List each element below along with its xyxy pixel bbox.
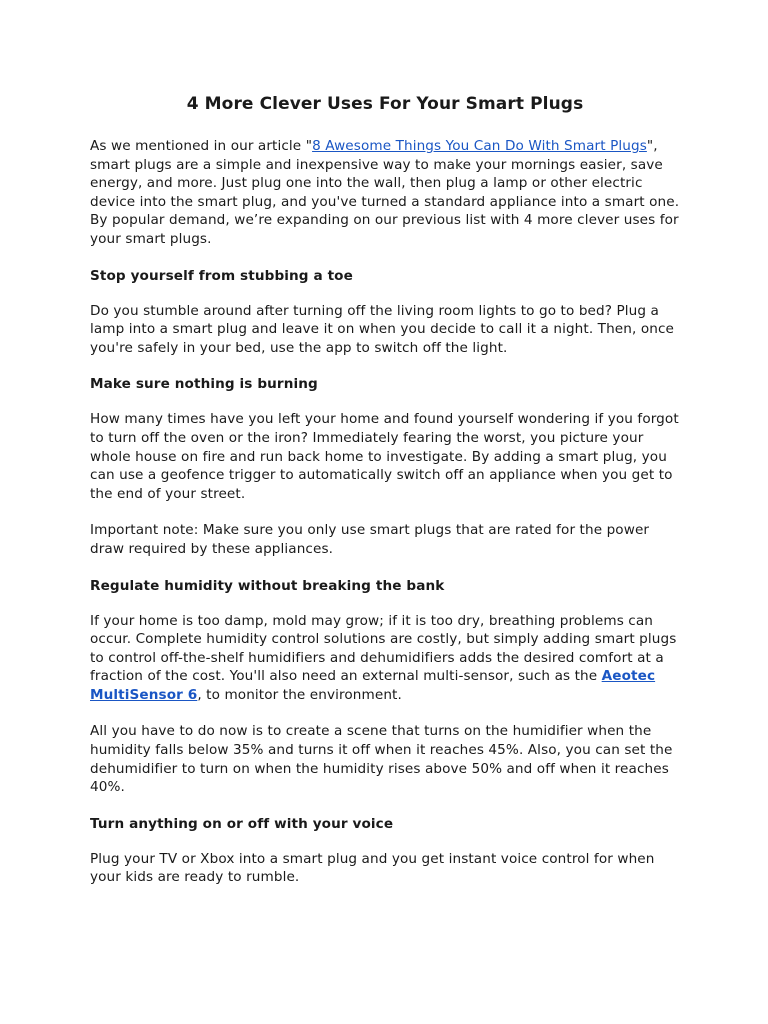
article-link[interactable]: 8 Awesome Things You Can Do With Smart Plugs: [312, 138, 647, 154]
section-heading-humidity: Regulate humidity without breaking the bank: [90, 577, 445, 594]
section-humidity-paragraph: [90, 612, 680, 705]
section-heading-toe: Stop yourself from stubbing a toe: [90, 267, 353, 284]
section-toe-paragraph: Do you stumble around after turning off the living room lights to go to bed? Plug a lamp into a smart plug and leave it on when you decide to call it a night. Then, once you're safely in your bed, use the app to switch off the light.: [90, 302, 674, 356]
intro-text-before: As we mentioned in our article ": [90, 138, 313, 154]
intro-text-after: ", smart plugs are a simple and inexpensive way to make your mornings easier, save energy, and more. Just plug one into the wall, then plug a lamp or other electric device into the smart plug, and you've turned a standard appliance into a smart one. By popular demand, we’re expanding on our previous list with 4 more clever uses for your smart plugs.: [90, 138, 680, 247]
section-voice-paragraph: Plug your TV or Xbox into a smart plug and you get instant voice control for when your kids are ready to rumble.: [90, 850, 655, 886]
section-heading-burning: Make sure nothing is burning: [90, 376, 318, 393]
humidity-text-after: , to monitor the environment.: [197, 686, 402, 703]
document-page: [90, 92, 680, 905]
section-burning-paragraph: How many times have you left your home and found yourself wondering if you forgot to turn off the oven or the iron? Immediately fearing the worst, you picture your whole house on fire and run back home to investigate. By adding a smart plug, you can use a geofence trigger to automatically switch off an appliance when you get to the end of your street.: [90, 411, 679, 502]
intro-paragraph: [90, 137, 680, 249]
humidity-text-before: If your home is too damp, mold may grow; if it is too dry, breathing problems can occur. Complete humidity control solutions are costly, but simply adding smart plugs to control off-the-shelf humidifiers and dehumidifiers adds the desired comfort at a fraction of the cost. You'll also need an external multi-sensor, such as the: [90, 612, 677, 685]
multisensor-link[interactable]: Aeotec MultiSensor 6: [90, 668, 656, 703]
section-heading-voice: Turn anything on or off with your voice: [90, 815, 394, 832]
humidity-scene-paragraph: All you have to do now is to create a scene that turns on the humidifier when the humidity falls below 35% and turns it off when it reaches 45%. Also, you can set the dehumidifier to turn on when the humidity rises above 50% and off when it reaches 40%.: [90, 723, 673, 796]
page-title: 4 More Clever Uses For Your Smart Plugs: [186, 94, 584, 114]
important-note-paragraph: Important note: Make sure you only use smart plugs that are rated for the power draw required by these appliances.: [90, 522, 650, 557]
